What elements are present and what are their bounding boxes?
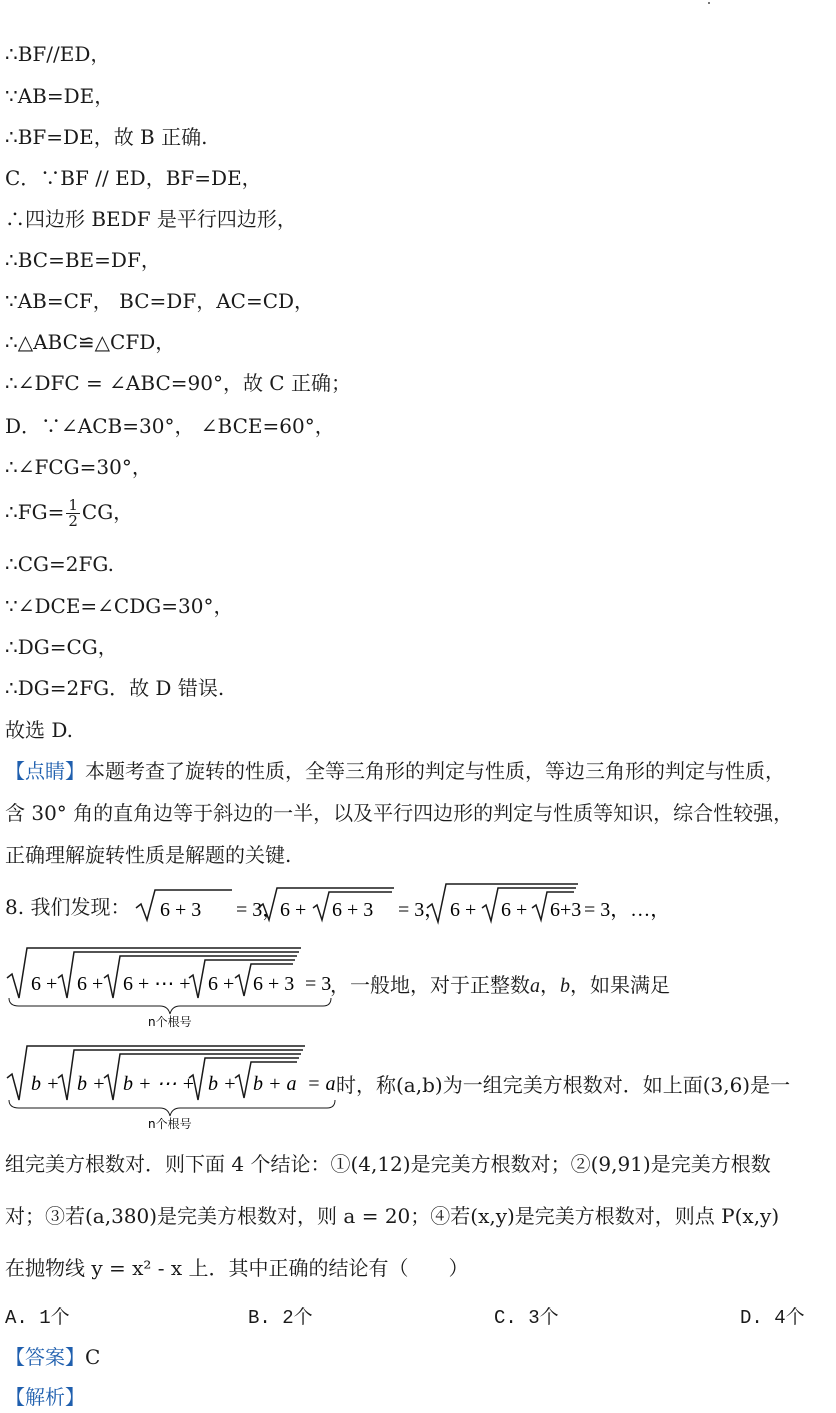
proof-line-3: ∴BF=DE，故 B 正确.: [5, 125, 208, 149]
answer-tag: 【答案】: [5, 1345, 85, 1369]
svg-text:6 +: 6 +: [208, 973, 235, 995]
q8-condition-text: ，如果满足: [570, 973, 670, 997]
comment-text-1: 本题考查了旋转的性质，全等三角形的判定与性质，等边三角形的判定与性质，: [85, 759, 785, 783]
svg-text:6+3: 6+3: [550, 899, 582, 921]
proof-line-8: ∴△ABC≌△CFD，: [5, 330, 176, 354]
q8-line3-text: 时，称(a,b)为一组完美方根数对．如上面(3,6)是一: [336, 1073, 791, 1097]
option-a: A. 1个: [5, 1307, 70, 1329]
svg-text:6 + 3: 6 + 3: [253, 973, 295, 995]
option-d: D. 4个: [740, 1307, 805, 1329]
svg-text:6 +: 6 +: [77, 973, 104, 995]
proof-line-7: ∵AB=CF， BC=DF，AC=CD，: [5, 289, 315, 313]
comment-tag: 【点睛】: [5, 759, 85, 783]
var-a: a: [530, 975, 540, 997]
svg-text:6 + 3: 6 + 3: [332, 899, 374, 921]
proof-line-6: ∴BC=BE=DF，: [5, 248, 161, 272]
comment-line-3: 正确理解旋转性质是解题的关键.: [5, 843, 292, 867]
svg-text:= 3，…，: = 3，…，: [584, 899, 671, 921]
fg-prefix: ∴FG=: [5, 500, 65, 524]
q8-line6: 在抛物线 y = x² - x 上．其中正确的结论有（ ）: [5, 1256, 469, 1280]
svg-text:= a: = a: [307, 1073, 336, 1095]
proof-line-14: ∴DG=CG，: [5, 635, 118, 659]
proof-line-5: ∴四边形 BEDF 是平行四边形，: [5, 207, 297, 231]
q8-line4: 组完美方根数对．则下面 4 个结论：①(4,12)是完美方根数对；②(9,91)是完美方根数: [5, 1152, 771, 1176]
q8-line2-text: [330, 973, 670, 998]
option-c: C. 3个: [494, 1307, 559, 1329]
q8-intro: 8. 我们发现：: [5, 895, 131, 919]
svg-text:b + a: b + a: [253, 1073, 297, 1095]
var-b: b: [560, 975, 570, 997]
svg-text:= 3: = 3: [305, 973, 332, 995]
radical-eq-4: [5, 940, 345, 1030]
proof-line-9: ∴∠DFC = ∠ABC=90°，故 C 正确；: [5, 371, 351, 395]
fraction-half: [66, 498, 80, 529]
svg-text:6 +: 6 +: [450, 899, 477, 921]
proof-line-fg: [5, 498, 133, 529]
proof-line-1: ∴BF//ED，: [5, 42, 111, 66]
svg-text:b +: b +: [31, 1073, 60, 1095]
fraction-denominator: 2: [68, 512, 78, 530]
answer-value: C: [85, 1345, 101, 1369]
proof-line-11: ∴∠FCG=30°，: [5, 455, 152, 479]
svg-text:b +: b +: [77, 1073, 106, 1095]
analysis-tag: 【解析】: [5, 1385, 85, 1409]
option-b: B. 2个: [248, 1307, 313, 1329]
answer-line: [5, 1345, 100, 1369]
proof-line-10: D．∵∠ACB=30°， ∠BCE=60°，: [5, 414, 335, 438]
svg-text:6 + ⋯ +: 6 + ⋯ +: [123, 973, 191, 995]
proof-line-12: ∴CG=2FG.: [5, 552, 114, 576]
svg-text:6 + 3: 6 + 3: [160, 899, 202, 921]
radical-eq-3: [427, 884, 670, 922]
fraction-numerator: 1: [68, 496, 78, 514]
svg-text:n个根号: n个根号: [148, 1117, 192, 1130]
separator: ，: [540, 973, 560, 997]
svg-text:b +: b +: [208, 1073, 237, 1095]
svg-text:6 +: 6 +: [280, 899, 307, 921]
svg-text:b + ⋯ +: b + ⋯ +: [123, 1073, 195, 1095]
q8-line5: 对；③若(a,380)是完美方根数对，则 a = 20；④若(x,y)是完美方根数对，则点 P(x,y): [5, 1204, 780, 1228]
fg-suffix: CG，: [81, 500, 134, 524]
comment-line-1: [5, 759, 785, 783]
proof-line-13: ∵∠DCE=∠CDG=30°，: [5, 594, 234, 618]
svg-text:6 +: 6 +: [501, 899, 528, 921]
svg-text:= 3，: = 3，: [398, 899, 445, 921]
proof-line-15: ∴DG=2FG．故 D 错误.: [5, 676, 225, 700]
q8-radical-row: [132, 880, 832, 930]
proof-line-16: 故选 D.: [5, 718, 74, 742]
svg-text:6 +: 6 +: [31, 973, 58, 995]
radical-eq-2: [258, 888, 444, 921]
scan-dot: [708, 2, 710, 4]
proof-line-4: C．∵BF // ED，BF=DE，: [5, 166, 262, 190]
comment-line-2: 含 30° 角的直角边等于斜边的一半，以及平行四边形的判定与性质等知识，综合性较强，: [5, 801, 794, 825]
analysis-line: [5, 1385, 85, 1409]
radical-eq-5: [5, 1040, 345, 1130]
svg-text:= 3，: = 3，: [236, 899, 283, 921]
q8-general-text: ，一般地，对于正整数: [330, 973, 530, 997]
proof-line-2: ∵AB=DE，: [5, 84, 115, 108]
svg-text:n个根号: n个根号: [148, 1015, 192, 1029]
